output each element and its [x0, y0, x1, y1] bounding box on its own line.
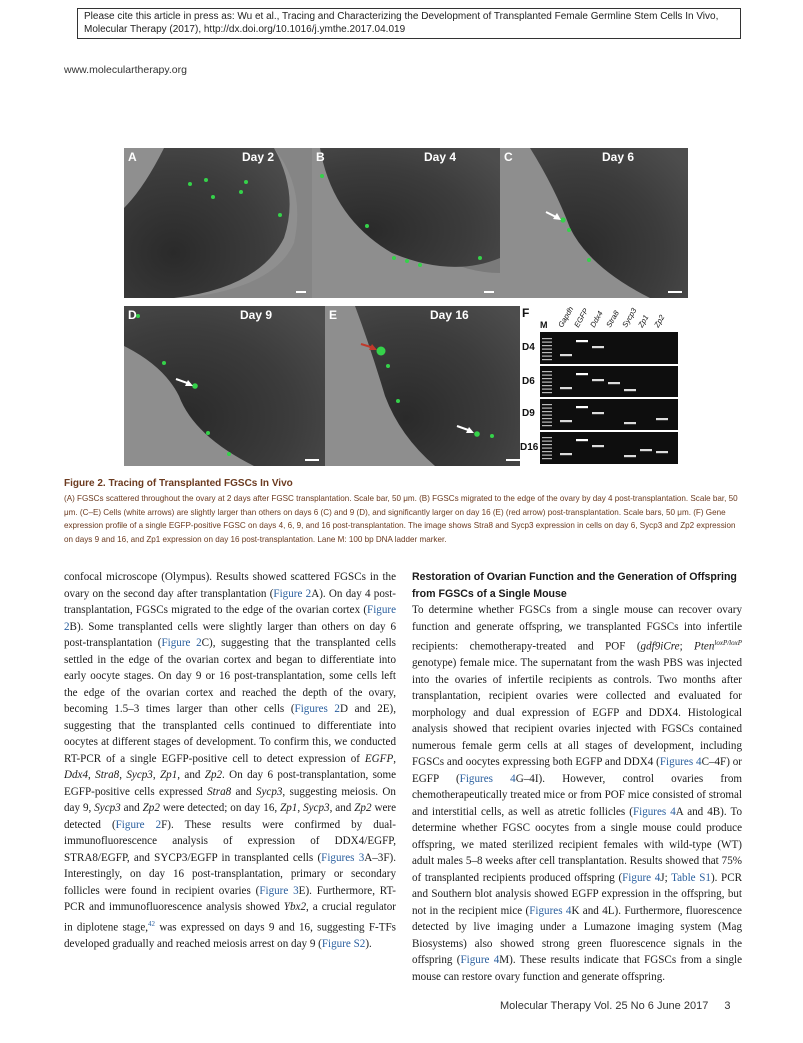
figure-panel-b: [312, 148, 500, 298]
gel-row-label: D4: [522, 342, 535, 353]
gel-band: [640, 449, 652, 451]
gel-ladder-band: [542, 425, 552, 426]
gel-band: [624, 422, 636, 424]
gel-ladder-band: [542, 458, 552, 459]
panel-label: C: [504, 150, 513, 164]
panel-day: Day 16: [430, 308, 469, 322]
gel-row-separator: [540, 397, 678, 399]
gel-ladder-band: [542, 345, 552, 346]
figure-panel-a: [124, 148, 312, 298]
gel-lane-label: Gapdh: [556, 304, 576, 329]
gel-lane-label: Stra8: [604, 308, 621, 329]
gel-band: [624, 455, 636, 457]
gel-ladder-band: [542, 371, 552, 372]
figure-link[interactable]: Figure 4: [460, 954, 500, 967]
reference-link[interactable]: 42: [148, 919, 156, 928]
gel-ladder-band: [542, 338, 552, 339]
gel-lane-label: Ddx4: [588, 309, 605, 329]
gel-ladder-band: [542, 385, 552, 386]
section-heading: Restoration of Ovarian Function and the Generation of Offspring from FGSCs of a Single Mouse: [412, 571, 737, 600]
gel-lane-label: EGFP: [572, 306, 591, 329]
figure-link[interactable]: Figure S2: [321, 937, 366, 950]
gel-ladder-band: [542, 418, 552, 419]
gel-ladder-band: [542, 437, 552, 438]
figure-link[interactable]: Figure 2: [161, 637, 202, 649]
figure-panel-c: [500, 148, 688, 298]
gel-ladder-band: [542, 411, 552, 412]
figure-panel-f: [520, 306, 680, 466]
gel-band: [576, 439, 588, 441]
gel-ladder-band: [542, 415, 552, 416]
gel-ladder-band: [542, 444, 552, 445]
journal-website: www.moleculartherapy.org: [64, 64, 187, 76]
panel-label: E: [329, 308, 338, 322]
figure-caption-title: Figure 2. Tracing of Transplanted FGSCs In Vivo: [64, 478, 293, 489]
page-footer: [500, 1000, 730, 1012]
gel-marker-label: M: [540, 320, 548, 330]
gel-band: [560, 453, 572, 455]
panel-day: Day 6: [602, 150, 635, 164]
panel-day: Day 2: [242, 150, 275, 164]
gel-band: [560, 354, 572, 356]
figure-link[interactable]: Figure 2: [64, 604, 396, 633]
gel-ladder-band: [542, 422, 552, 423]
panel-label: F: [522, 306, 530, 320]
gel-ladder-band: [542, 382, 552, 383]
gel-lane-label: Zp2: [652, 313, 667, 329]
gel-ladder-band: [542, 404, 552, 405]
table-link[interactable]: Table S1: [671, 871, 711, 884]
gel-row-label: D6: [522, 376, 535, 387]
panel-label: D: [128, 308, 137, 322]
gel-ladder-band: [542, 349, 552, 350]
body-text-left-column: confocal microscope (Olympus). Results showed scattered FGSCs in the ovary on the second day after transplantation (Figure 2A). On day 4 post-transplantation, FGSCs migrated to the edge of the ovarian cortex (Figure 2B). Some transplanted cells were slightly larger than others on day 6 post-transplantation (Figure 2C), suggesting that the transplanted cells settled in the edge of the ovarian cortex and began to differentiate into early oocyte stages. On day 9 or 16 post-transplantation, some cells left the edge of the ovarian cortex and reached the depth of the ovary, becoming 1.5–3 times larger than other cells (Figures 2D and 2E), suggesting that the transplanted cells continued to differentiate into oocytes at different stages of development. To confirm this, we conducted RT-PCR of a single EGFP-positive cell to detect expression of EGFP, Ddx4, Stra8, Sycp3, Zp1, and Zp2. On day 6 post-transplantation, some EGFP-positive cells expressed Stra8 and Sycp3, suggesting meiosis. On day 9, Sycp3 and Zp2 were detected; on day 16, Zp1, Sycp3, and Zp2 were detected (Figure 2F). These results were confirmed by dual-immunofluorescence analysis of expression of DDX4/EGFP, STRA8/EGFP, and SYCP3/EGFP in transplanted cells (Figures 3A–3F). Interestingly, on day 16 post-transplantation, primary or secondary follicles were found in recipient ovaries (Figure 3E). Furthermore, RT-PCR and immunofluorescence analysis showed Ybx2, a crucial regulator in diplotene stage,$^{42}$ was expressed on days 9 and 16, suggesting F-TFs developed gradually and reached meiosis arrest on day 9 (Figure S2).: [64, 571, 397, 950]
gel-band: [560, 387, 572, 389]
panel-day: Day 9: [240, 308, 273, 322]
body-text-right-column: To determine whether FGSCs from a single mouse can recover ovary function and generate offspring, we transplanted FGSCs into infertile recipients: chemotherapy-treated and POF (gdf9iCre; Pten$^{loxP/loxP}$ genotype) female mice. The supernatant from the wash PBS was injected into the ovaries of infertile recipients as controls. Two months after transplantation, recipient ovaries were collected and evaluated for morphology and dual expression of EGFP and DDX4. Histological analysis showed that recipient ovaries injected with FGSCs contained numerous female germ cells at all stages of development, including FGSCs and oocytes expressing both EGFP and DDX4 (Figures 4C–4F) or EGFP (Figures 4G–4I). However, control ovaries from chemotherapeutically treated mice or from POF mice consisted of stromal and interstitial cells, as well as atretic follicles (Figures 4A and 4B). To determine whether FGSC oocytes from a single mouse could produce offspring, we mated sterilized recipient females with wild-type (WT) adult males 5–8 weeks after cell transplantation. Results showed that 75% of transplanted recipients produced offspring (Figure 4J; Table S1). PCR and Southern blot analysis showed EGFP expression in the offspring, but not in the recipient mice (Figures 4K and 4L). Furthermore, fluorescence detected by live imaging under a Lumazone imaging system (Mag Biosystems) also showed strong green fluorescence signals in the offspring (Figure 4M). These results indicate that FGSCs from a single mouse can restore ovary function and generate offspring.: [412, 604, 743, 983]
journal-issue: Molecular Therapy Vol. 25 No 6 June 2017: [500, 1000, 709, 1012]
gel-band: [656, 451, 668, 453]
figure-link[interactable]: Figure 4: [622, 871, 661, 884]
figure-link[interactable]: Figures 3: [321, 851, 365, 864]
gel-row-label: D16: [520, 442, 539, 453]
gel-ladder-band: [542, 455, 552, 456]
gel-band: [656, 418, 668, 420]
gel-band: [576, 340, 588, 342]
gel-ladder-band: [542, 451, 552, 452]
figure-link[interactable]: Figures 4: [529, 904, 572, 917]
panel-label: B: [316, 150, 325, 164]
figure-caption-text: (A) FGSCs scattered throughout the ovary at 2 days after FGSC transplantation. Scale bar, 50 μm. (B) FGSCs migrated to the edge of the ovary by day 4 post-transplantation. Scale bar, 50 μm. (C–E) Cells (white arrows) are slightly larger than others on days 6 (C) and 9 (D), and significantly larger on day 16 (E) (red arrow) post-transplantation. Scale bars, 50 μm. (F) Gene expression profile of a single EGFP-positive FGSC on days 4, 6, 9, and 16 post-transplantation. The image shows Stra8 and Sycp3 expression in cells on day 6, Sycp3 and Zp2 expression on days 9 and 16, and Zp1 expression on day 16 post-transplantation. Lane M: 100 bp DNA ladder marker.: [64, 494, 738, 544]
figure-link[interactable]: Figures 4: [459, 772, 516, 785]
gel-band: [576, 373, 588, 375]
figure-link[interactable]: Figure 2: [115, 818, 162, 831]
gel-band: [560, 420, 572, 422]
figure-panel-d: [124, 306, 325, 466]
gel-band: [624, 389, 636, 391]
gel-row-separator: [540, 430, 678, 432]
figure-link[interactable]: Figures 4: [659, 756, 702, 769]
citation-notice: Please cite this article in press as: Wu et al., Tracing and Characterizing the Development of Transplanted Female Germline Stem Cells In Vivo, Molecular Therapy (2017), http://dx.doi.org/10.1016/j.ymthe.2017.04.019: [77, 8, 741, 39]
gel-band: [608, 382, 620, 384]
gel-row-label: D9: [522, 408, 535, 419]
gel-band: [592, 445, 604, 447]
gel-row-separator: [540, 364, 678, 366]
gel-band: [576, 406, 588, 408]
figure-link[interactable]: Figures 4: [632, 805, 676, 818]
gel-ladder-band: [542, 392, 552, 393]
gel-ladder-band: [542, 356, 552, 357]
figure-link[interactable]: Figures 2: [294, 703, 340, 715]
figure-panel-e: [325, 306, 526, 466]
panel-label: A: [128, 150, 137, 164]
panel-day: Day 4: [424, 150, 457, 164]
gel-image: [540, 332, 678, 464]
gel-ladder-band: [542, 342, 552, 343]
gel-ladder-band: [542, 441, 552, 442]
gel-band: [592, 412, 604, 414]
gel-band: [592, 379, 604, 381]
gel-lane-label: Sycp3: [620, 306, 639, 329]
gel-ladder-band: [542, 375, 552, 376]
gel-ladder-band: [542, 389, 552, 390]
gel-ladder-band: [542, 352, 552, 353]
gel-lane-label: Zp1: [636, 313, 651, 329]
figure-link[interactable]: Figure 3: [259, 884, 299, 897]
gel-ladder-band: [542, 408, 552, 409]
gel-band: [592, 346, 604, 348]
figure-link[interactable]: Figure 2: [273, 587, 312, 600]
gel-ladder-band: [542, 448, 552, 449]
gel-ladder-band: [542, 378, 552, 379]
gel-ladder-band: [542, 359, 552, 360]
page-number: 3: [724, 1000, 731, 1012]
